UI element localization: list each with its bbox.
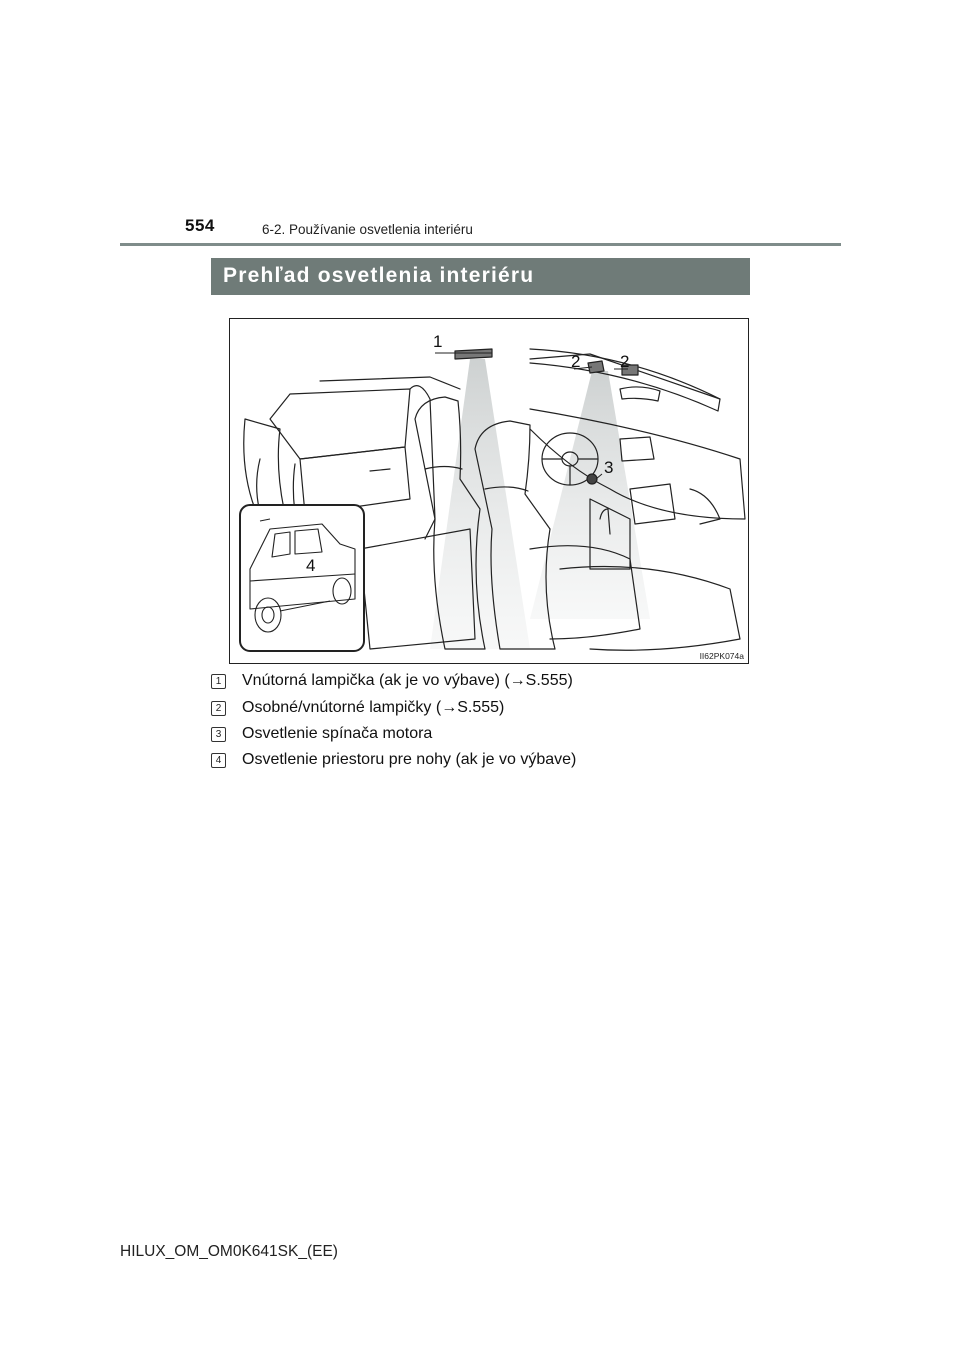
callout-3: 3 bbox=[604, 458, 614, 477]
interior-illustration bbox=[229, 318, 749, 664]
car-interior-drawing bbox=[230, 319, 749, 664]
heading-bar bbox=[211, 258, 750, 295]
legend-number: 1 bbox=[211, 674, 226, 689]
legend-number: 4 bbox=[211, 753, 226, 768]
page-number: 554 bbox=[185, 216, 215, 235]
figure-code: II62PK074a bbox=[699, 651, 744, 661]
legend-number: 3 bbox=[211, 727, 226, 742]
legend-text: Osobné/vnútorné lampičky (→S.555) bbox=[242, 699, 505, 716]
header-rule bbox=[120, 243, 841, 246]
section-title: 6-2. Používanie osvetlenia interiéru bbox=[262, 222, 473, 237]
callout-2b: 2 bbox=[620, 352, 630, 371]
heading-text: Prehľad osvetlenia interiéru bbox=[223, 264, 535, 287]
document-footer: HILUX_OM_OM0K641SK_(EE) bbox=[120, 1243, 338, 1260]
callout-4: 4 bbox=[306, 556, 316, 575]
legend-text: Osvetlenie spínača motora bbox=[242, 725, 433, 742]
truck-inset bbox=[240, 505, 364, 651]
legend-number: 2 bbox=[211, 701, 226, 716]
callout-2a: 2 bbox=[571, 352, 581, 371]
callout-1: 1 bbox=[433, 332, 443, 351]
legend-text: Osvetlenie priestoru pre nohy (ak je vo výbave) bbox=[242, 751, 577, 768]
legend-text: Vnútorná lampička (ak je vo výbave) (→S.555) bbox=[242, 672, 573, 689]
